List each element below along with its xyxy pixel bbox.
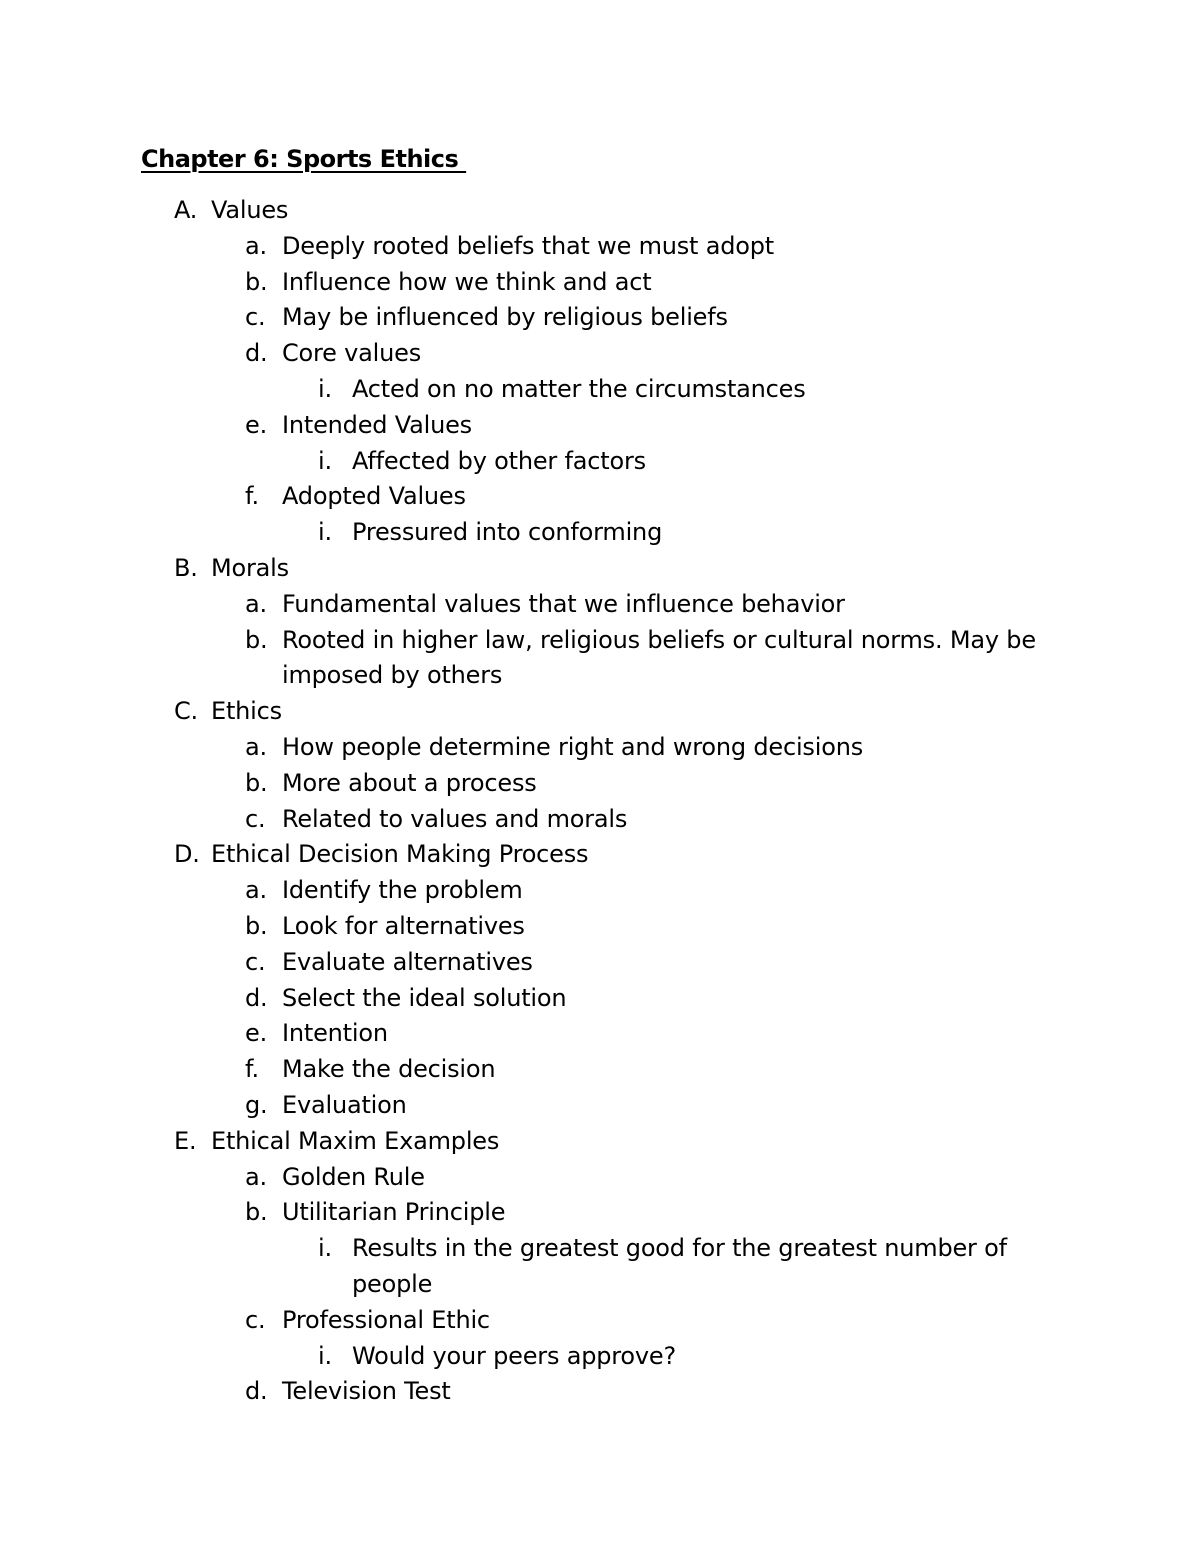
section-marker: B. <box>174 553 198 582</box>
item-marker: b. <box>245 911 268 940</box>
item-label: May be influenced by religious beliefs <box>282 303 728 332</box>
item-label: Identify the problem <box>282 876 523 905</box>
list-item <box>0 1374 1200 1410</box>
item-label: Professional Ethic <box>282 1305 490 1334</box>
item-label: Core values <box>282 339 422 368</box>
sub-item-label: Affected by other factors <box>352 446 646 475</box>
item-marker: e. <box>245 410 267 439</box>
item-label: Fundamental values that we influence behavior <box>282 589 845 618</box>
list-item <box>0 1195 1200 1231</box>
sub-list-item <box>0 444 1200 480</box>
list-item <box>0 1303 1200 1339</box>
section-heading <box>0 551 1200 587</box>
sub-item-label: Results in the greatest good for the greatest number of people <box>352 1234 1007 1298</box>
section-label: Morals <box>211 553 289 582</box>
item-marker: b. <box>245 768 268 797</box>
item-marker: g. <box>245 1090 268 1119</box>
outline-list <box>0 193 1200 1410</box>
section-marker: A. <box>174 196 198 224</box>
section-marker: D. <box>174 840 200 869</box>
item-marker: d. <box>245 1377 268 1406</box>
item-marker: a. <box>245 732 267 761</box>
section-label: Ethical Decision Making Process <box>211 840 589 869</box>
section-label: Values <box>211 196 289 224</box>
list-item <box>0 336 1200 372</box>
list-item <box>0 229 1200 265</box>
section-marker: C. <box>174 697 198 726</box>
page-title: Chapter 6: Sports Ethics <box>141 145 467 173</box>
item-marker: f. <box>245 482 259 511</box>
list-item <box>0 587 1200 623</box>
item-label: Influence how we think and act <box>282 267 652 296</box>
list-item <box>0 1088 1200 1124</box>
list-item <box>0 408 1200 444</box>
item-label: Evaluate alternatives <box>282 947 533 976</box>
item-marker: b. <box>245 625 268 654</box>
item-marker: b. <box>245 267 268 296</box>
list-item <box>0 623 1200 695</box>
section-marker: E. <box>174 1126 197 1155</box>
item-label: Look for alternatives <box>282 911 525 940</box>
sub-item-label: Would your peers approve? <box>352 1341 677 1370</box>
sub-item-label: Acted on no matter the circumstances <box>352 374 806 403</box>
sub-item-marker: i. <box>318 1234 332 1263</box>
list-item <box>0 1016 1200 1052</box>
section-heading <box>0 1124 1200 1160</box>
item-marker: e. <box>245 1019 267 1048</box>
section-heading <box>0 193 1200 229</box>
list-item <box>0 945 1200 981</box>
sub-item-marker: i. <box>318 374 332 403</box>
list-item <box>0 909 1200 945</box>
item-label: Adopted Values <box>282 482 466 511</box>
item-marker: c. <box>245 947 266 976</box>
item-label: Select the ideal solution <box>282 983 567 1012</box>
item-marker: c. <box>245 303 266 332</box>
list-item <box>0 766 1200 802</box>
sub-list-item <box>0 372 1200 408</box>
section-label: Ethics <box>211 697 282 726</box>
item-marker: a. <box>245 1162 267 1191</box>
item-marker: d. <box>245 339 268 368</box>
item-label: Evaluation <box>282 1090 407 1119</box>
sub-item-marker: i. <box>318 518 332 547</box>
item-label: Intention <box>282 1019 388 1048</box>
item-marker: a. <box>245 231 267 260</box>
item-label: Utilitarian Principle <box>282 1198 506 1227</box>
list-item <box>0 873 1200 909</box>
item-label: Rooted in higher law, religious beliefs or cultural norms. May be imposed by others <box>282 625 1036 690</box>
item-label: More about a process <box>282 768 537 797</box>
item-marker: b. <box>245 1198 268 1227</box>
list-item <box>0 479 1200 515</box>
list-item <box>0 1160 1200 1196</box>
item-label: Television Test <box>282 1377 451 1406</box>
section-heading <box>0 694 1200 730</box>
sub-list-item <box>0 1339 1200 1375</box>
section-label: Ethical Maxim Examples <box>211 1126 500 1155</box>
item-label: Related to values and morals <box>282 804 628 833</box>
item-marker: a. <box>245 589 267 618</box>
item-label: How people determine right and wrong decisions <box>282 732 864 761</box>
list-item <box>0 802 1200 838</box>
sub-list-item <box>0 515 1200 551</box>
list-item <box>0 730 1200 766</box>
item-marker: c. <box>245 1305 266 1334</box>
section-heading <box>0 837 1200 873</box>
item-label: Make the decision <box>282 1055 496 1084</box>
item-marker: d. <box>245 983 268 1012</box>
sub-item-marker: i. <box>318 1341 332 1370</box>
list-item <box>0 981 1200 1017</box>
sub-list-item <box>0 1231 1200 1303</box>
item-label: Deeply rooted beliefs that we must adopt <box>282 231 774 260</box>
list-item <box>0 265 1200 301</box>
item-marker: c. <box>245 804 266 833</box>
item-marker: a. <box>245 876 267 905</box>
item-label: Golden Rule <box>282 1162 425 1191</box>
list-item <box>0 1052 1200 1088</box>
item-label: Intended Values <box>282 410 472 439</box>
sub-item-marker: i. <box>318 446 332 475</box>
list-item <box>0 300 1200 336</box>
item-marker: f. <box>245 1055 259 1084</box>
sub-item-label: Pressured into conforming <box>352 518 663 547</box>
